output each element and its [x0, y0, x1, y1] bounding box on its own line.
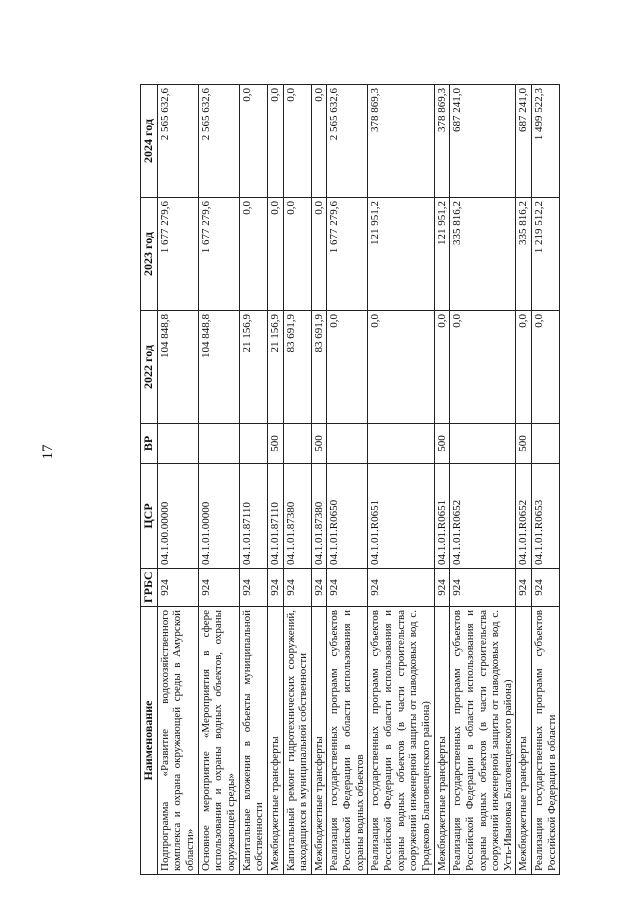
cell-csr: 04.1.01.00000: [198, 464, 239, 569]
cell-name: Реализация государственных программ субъектов Российской Федерации в области: [532, 607, 560, 875]
cell-2024: 2 565 632,6: [327, 85, 368, 198]
cell-2022: 21 156,9: [239, 311, 267, 424]
cell-csr: 04.1.01.R0650: [327, 464, 368, 569]
cell-2022: 0,0: [434, 311, 450, 424]
cell-vr: 500: [311, 424, 327, 464]
cell-name: Реализация государственных программ субъектов Российской Федерации в области использования и охраны водных объектов (в части строительства сооружений инженерной защиты от паводковых вод с. Усть-Ивановка Благовещенского района): [450, 607, 516, 875]
cell-name: Подпрограмма «Развитие водохозяйственного комплекса и охрана окружающей среды в Амурской области»: [157, 607, 198, 875]
cell-csr: 04.1.01.87380: [311, 464, 327, 569]
cell-vr: 500: [434, 424, 450, 464]
cell-grbs: 924: [267, 569, 283, 607]
table-row: [327, 85, 368, 875]
cell-csr: 04.1.01.R0652: [450, 464, 516, 569]
cell-csr: 04.1.00.00000: [157, 464, 198, 569]
header-grbs: ГРБС: [141, 569, 158, 607]
cell-2023: 1 677 279,6: [198, 198, 239, 311]
cell-csr: 04.1.01.87380: [283, 464, 311, 569]
cell-grbs: 924: [239, 569, 267, 607]
table-row: [267, 85, 283, 875]
cell-2023: 1 219 512,2: [532, 198, 560, 311]
cell-2022: 83 691,9: [311, 311, 327, 424]
cell-2023: 121 951,2: [434, 198, 450, 311]
table-row: [532, 85, 560, 875]
cell-2024: 0,0: [283, 85, 311, 198]
table-row: [311, 85, 327, 875]
cell-name: Межбюджетные трансферты: [516, 607, 532, 875]
cell-2023: 0,0: [283, 198, 311, 311]
cell-vr: 500: [516, 424, 532, 464]
cell-grbs: 924: [198, 569, 239, 607]
cell-2023: 335 816,2: [450, 198, 516, 311]
cell-csr: 04.1.01.R0651: [434, 464, 450, 569]
header-name: Наименование: [141, 607, 158, 875]
cell-2024: 378 869,3: [434, 85, 450, 198]
table-row: [434, 85, 450, 875]
cell-name: Реализация государственных программ субъектов Российской Федерации в области использования и охраны водных объектов (в части строительства сооружений инженерной защиты от паводковых вод с. Гродеково Благовещенского района): [368, 607, 434, 875]
cell-csr: 04.1.01.87110: [267, 464, 283, 569]
cell-2024: 2 565 632,6: [157, 85, 198, 198]
cell-2024: 687 241,0: [450, 85, 516, 198]
cell-vr: [198, 424, 239, 464]
cell-vr: [450, 424, 516, 464]
header-vr: ВР: [141, 424, 158, 464]
cell-vr: 500: [267, 424, 283, 464]
cell-csr: 04.1.01.R0652: [516, 464, 532, 569]
cell-name: Реализация государственных программ субъектов Российской Федерации в области использования и охраны водных объектов: [327, 607, 368, 875]
cell-2024: 687 241,0: [516, 85, 532, 198]
cell-2023: 1 677 279,6: [157, 198, 198, 311]
cell-2024: 0,0: [267, 85, 283, 198]
table-row: [368, 85, 434, 875]
cell-grbs: 924: [283, 569, 311, 607]
cell-grbs: 924: [434, 569, 450, 607]
cell-2022: 21 156,9: [267, 311, 283, 424]
header-2023: 2023 год: [141, 198, 158, 311]
cell-grbs: 924: [516, 569, 532, 607]
cell-2024: 2 565 632,6: [198, 85, 239, 198]
cell-2023: 335 816,2: [516, 198, 532, 311]
cell-2022: 0,0: [327, 311, 368, 424]
cell-2022: 104 848,8: [198, 311, 239, 424]
cell-vr: [368, 424, 434, 464]
table-row: [450, 85, 516, 875]
cell-2023: 1 677 279,6: [327, 198, 368, 311]
cell-2023: 0,0: [267, 198, 283, 311]
cell-name: Межбюджетные трансферты: [267, 607, 283, 875]
cell-grbs: 924: [311, 569, 327, 607]
cell-vr: [239, 424, 267, 464]
cell-name: Основное мероприятие «Мероприятия в сфере использования и охраны водных объектов, охраны окружающей среды»: [198, 607, 239, 875]
cell-name: Межбюджетные трансферты: [434, 607, 450, 875]
cell-name: Капитальный ремонт гидротехнических сооружений, находящихся в муниципальной собственности: [283, 607, 311, 875]
cell-2024: 378 869,3: [368, 85, 434, 198]
table-row: [283, 85, 311, 875]
cell-2022: 0,0: [516, 311, 532, 424]
cell-2023: 0,0: [311, 198, 327, 311]
budget-table-container: [140, 85, 580, 875]
header-csr: ЦСР: [141, 464, 158, 569]
page-number: 17: [40, 444, 56, 460]
cell-2024: 0,0: [239, 85, 267, 198]
cell-vr: [157, 424, 198, 464]
cell-2023: 121 951,2: [368, 198, 434, 311]
cell-2022: 0,0: [450, 311, 516, 424]
cell-name: Капитальные вложения в объекты муниципальной собственности: [239, 607, 267, 875]
cell-2022: 83 691,9: [283, 311, 311, 424]
cell-grbs: 924: [327, 569, 368, 607]
cell-vr: [283, 424, 311, 464]
table-row: [198, 85, 239, 875]
cell-2022: 0,0: [368, 311, 434, 424]
table-row: [516, 85, 532, 875]
cell-2024: 0,0: [311, 85, 327, 198]
budget-table: [140, 84, 560, 875]
cell-csr: 04.1.01.87110: [239, 464, 267, 569]
cell-2024: 1 499 522,3: [532, 85, 560, 198]
cell-grbs: 924: [450, 569, 516, 607]
header-2022: 2022 год: [141, 311, 158, 424]
cell-2022: 0,0: [532, 311, 560, 424]
cell-csr: 04.1.01.R0651: [368, 464, 434, 569]
header-2024: 2024 год: [141, 85, 158, 198]
cell-grbs: 924: [157, 569, 198, 607]
cell-csr: 04.1.01.R0653: [532, 464, 560, 569]
table-header-row: [141, 85, 158, 875]
cell-vr: [327, 424, 368, 464]
cell-grbs: 924: [532, 569, 560, 607]
table-row: [239, 85, 267, 875]
cell-2023: 0,0: [239, 198, 267, 311]
cell-grbs: 924: [368, 569, 434, 607]
table-row: [157, 85, 198, 875]
cell-2022: 104 848,8: [157, 311, 198, 424]
cell-vr: [532, 424, 560, 464]
cell-name: Межбюджетные трансферты: [311, 607, 327, 875]
